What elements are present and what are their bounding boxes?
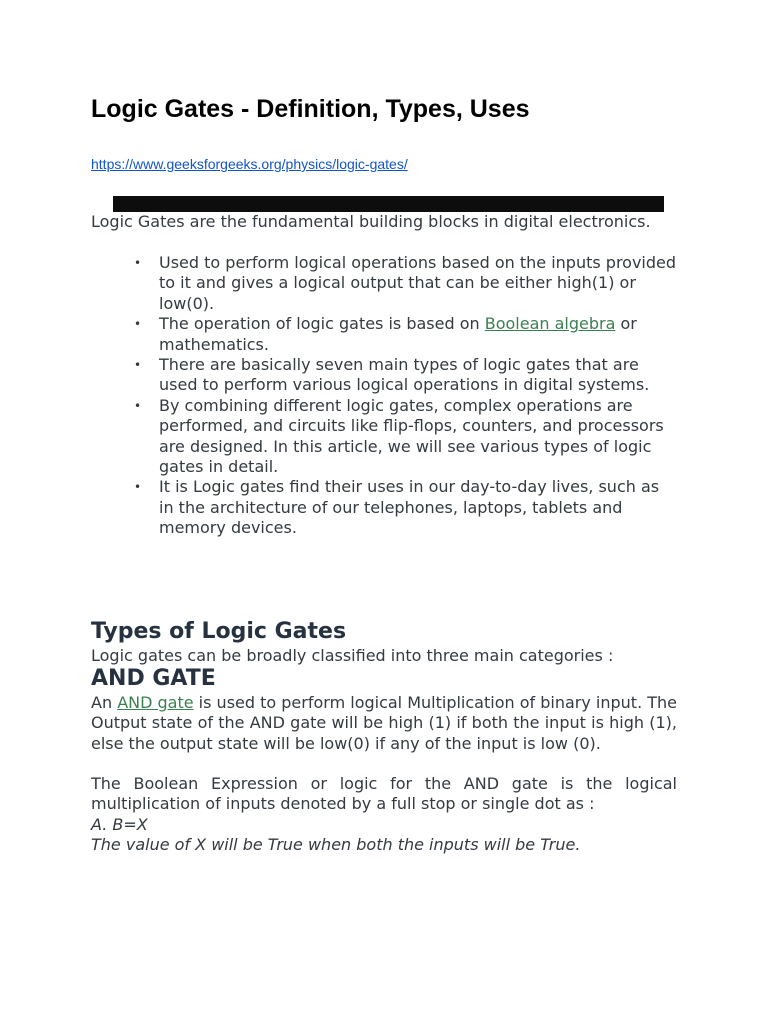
list-item xyxy=(134,253,677,314)
and-gate-paragraph xyxy=(91,693,677,754)
boolean-algebra-link[interactable]: Boolean algebra xyxy=(484,314,616,334)
and-para-rest: is used to perform logical Multiplication of binary input. The Output state of the AND gate will be high (1) if both the input is high (1), else the output state will be low(0) if any of the input is low (0). xyxy=(91,693,677,753)
list-item xyxy=(134,355,677,396)
bullet-text: By combining different logic gates, complex operations are performed, and circuits like flip-flops, counters, and processors are designed. In this article, we will see various types of logic gates in detail. xyxy=(159,395,664,477)
boolean-expression: A. B=X xyxy=(91,815,148,834)
boolean-expression-paragraph: The Boolean Expression or logic for the AND gate is the logical multiplication of inputs denoted by a full stop or single dot as : xyxy=(91,774,677,814)
bullet-icon: • xyxy=(134,256,142,270)
bullet-icon: • xyxy=(134,480,142,495)
types-intro: Logic gates can be broadly classified into three main categories : xyxy=(91,646,614,665)
bullet-icon: • xyxy=(134,398,142,413)
types-heading: Types of Logic Gates xyxy=(91,619,347,644)
bullet-text: Used to perform logical operations based on the inputs provided to it and gives a logical output that can be either high(1) or low(0). xyxy=(159,253,677,313)
list-item xyxy=(134,395,677,478)
page-title: Logic Gates - Definition, Types, Uses xyxy=(91,95,530,123)
bullet-text: There are basically seven main types of logic gates that are used to perform various logical operations in digital systems. xyxy=(159,355,650,395)
bullet-text-after: or mathematics. xyxy=(159,314,637,354)
source-url-link[interactable]: https://www.geeksforgeeks.org/physics/logic-gates/ xyxy=(91,156,408,172)
bullet-icon: • xyxy=(134,317,142,332)
list-item xyxy=(134,477,677,538)
bullet-text: It is Logic gates find their uses in our day-to-day lives, such as in the architecture of our telephones, laptops, tablets and memory devices. xyxy=(159,477,660,538)
bullet-icon: • xyxy=(134,358,142,373)
intro-paragraph: Logic Gates are the fundamental building blocks in digital electronics. xyxy=(91,212,651,231)
redacted-bar xyxy=(113,196,664,212)
list-item xyxy=(134,314,677,355)
and-gate-heading: AND GATE xyxy=(91,666,216,691)
truth-note: The value of X will be True when both the inputs will be True. xyxy=(91,835,581,854)
and-gate-link[interactable]: AND gate xyxy=(117,693,194,712)
and-para-prefix: An xyxy=(91,693,118,712)
bullet-text-before: The operation of logic gates is based on xyxy=(159,314,485,334)
intro-bullet-list xyxy=(134,253,677,539)
